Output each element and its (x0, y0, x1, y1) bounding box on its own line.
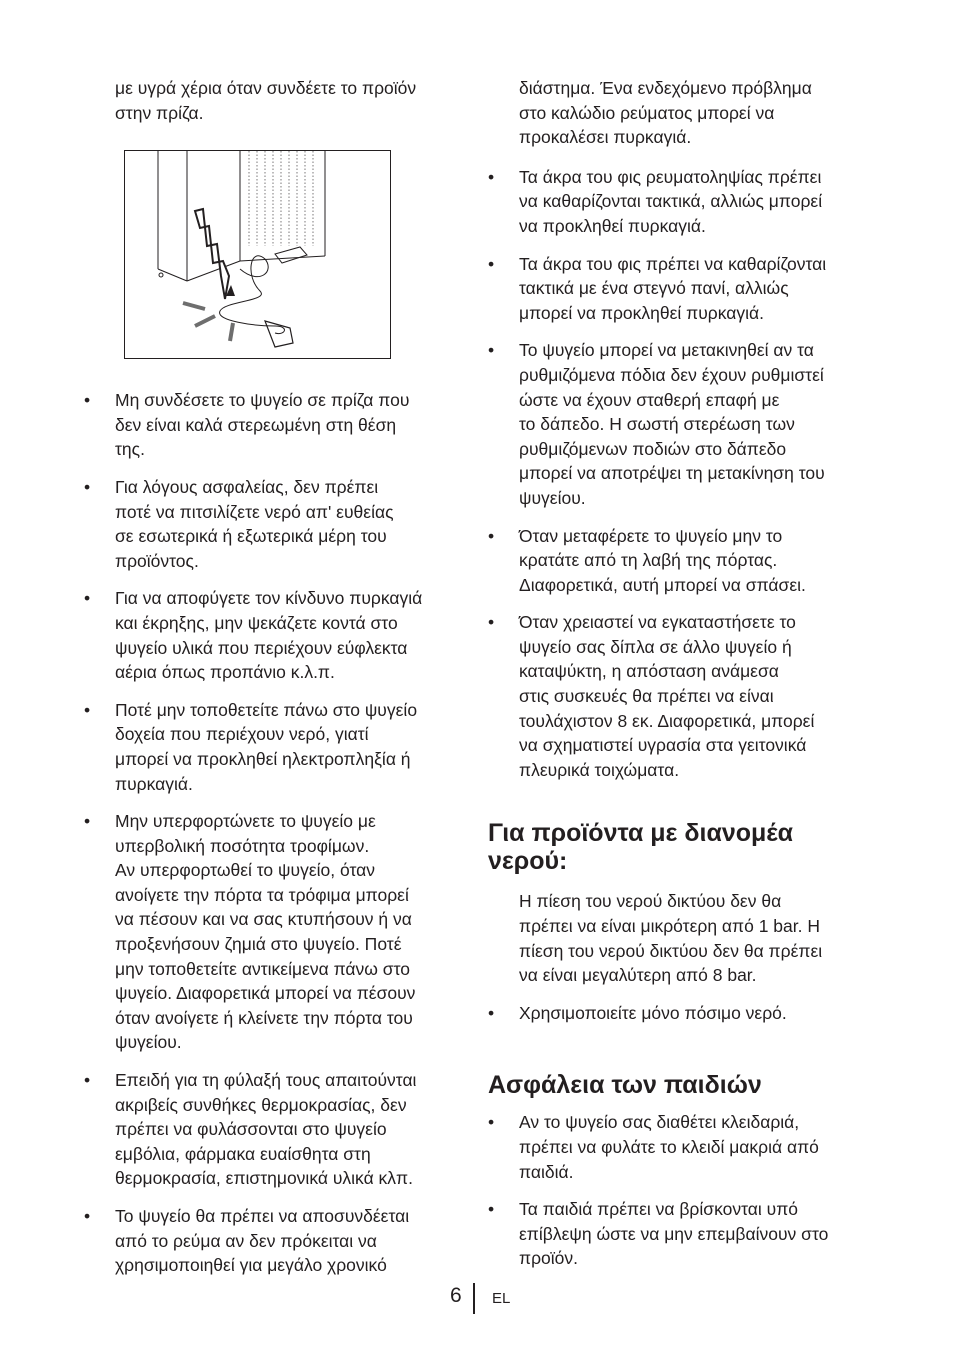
text-line: Αν το ψυγείο σας διαθέτει κλειδαριά, (519, 1112, 800, 1133)
text-line: στο καλώδιο ρεύματος μπορεί να (519, 102, 775, 123)
bullet-marker: • (488, 1002, 495, 1023)
bullet-item (488, 610, 880, 782)
text-line: ρυθμιζόμενων ποδιών στο δάπεδο (519, 438, 787, 459)
text-line: πλευρικά τοιχώματα. (519, 759, 680, 780)
fridge-plug-illustration (125, 151, 390, 358)
water-bullet-list (488, 1001, 880, 1026)
bullet-item (488, 338, 880, 510)
text-line: μπορεί να προκληθεί ηλεκτροπληξία ή (115, 748, 411, 769)
bullet-item (488, 252, 880, 326)
bullet-marker: • (488, 166, 495, 187)
bullet-item (84, 1204, 462, 1278)
child-safety-heading (488, 1071, 880, 1099)
water-dispenser-heading (488, 819, 880, 875)
text-line: πρέπει να είναι μικρότερη από 1 bar. Η (519, 916, 820, 937)
bullet-marker: • (84, 811, 91, 832)
bullet-item (84, 698, 462, 796)
text-line: προξενήσουν ζημιά στο ψυγείο. Ποτέ (115, 934, 402, 955)
text-line: πρέπει να φυλάτε το κλειδί μακριά από (519, 1137, 819, 1157)
text-line: ακριβείς συνθήκες θερμοκρασίας, δεν (115, 1094, 407, 1115)
bullet-item (488, 1001, 880, 1026)
text-line: το δάπεδο. Η σωστή στερέωση των (519, 414, 795, 435)
text-line: σε εσωτερικά ή εξωτερικά μέρη του (115, 526, 387, 547)
text-line: ψυγείου. (519, 487, 586, 508)
right-column (488, 76, 880, 1271)
page-number: 6 (450, 1284, 462, 1307)
left-bullet-list (84, 388, 462, 1278)
text-line: Για λόγους ασφαλείας, δεν πρέπει (115, 476, 379, 497)
text-line: Τα άκρα του φις πρέπει να καθαρίζονται (519, 253, 827, 274)
text-line: Το ψυγείο μπορεί να μετακινηθεί αν τα (519, 340, 814, 361)
text-line: δεν είναι καλά στερεωμένη στη θέση (115, 414, 397, 435)
bullet-item (84, 388, 462, 462)
intro-paragraph (84, 76, 462, 125)
bullet-marker: • (488, 525, 495, 546)
text-line: προκαλέσει πυρκαγιά. (519, 127, 692, 148)
text-line: Η πίεση του νερού δικτύου δεν θα (519, 891, 782, 912)
text-line: ψυγείο σας δίπλα σε άλλο ψυγείο ή (519, 636, 792, 657)
text-line: μην τοποθετείτε αντικείμενα πάνω στο (115, 958, 410, 979)
text-line: Διαφορετικά, αυτή μπορεί να σπάσει. (519, 574, 806, 595)
text-line: Το ψυγείο θα πρέπει να αποσυνδέεται (115, 1206, 410, 1226)
text-line: πρέπει να φυλάσσονται στο ψυγείο (115, 1119, 387, 1140)
text-line: Αν υπερφορτωθεί το ψυγείο, όταν (115, 860, 375, 881)
footer-divider (473, 1283, 475, 1314)
text-line: ανοίγετε την πόρτα τα τρόφιμα μπορεί (115, 884, 409, 905)
text-line: μπορεί να προκληθεί πυρκαγιά. (519, 302, 765, 323)
text-line: ψυγείου. (115, 1032, 182, 1053)
text-line: προϊόν. (519, 1248, 578, 1269)
bullet-marker: • (84, 390, 91, 411)
text-line: πίεση του νερού δικτύου δεν θα πρέπει (519, 940, 823, 961)
text-line: να προκληθεί πυρκαγιά. (519, 215, 706, 236)
bullet-item (84, 1068, 462, 1191)
text-line: στην πρίζα. (115, 102, 204, 123)
bullet-item (488, 1110, 880, 1184)
text-line: ποτέ να πιτσιλίζετε νερό απ' ευθείας (115, 501, 394, 522)
text-line: επίβλεψη ώστε να μην επεμβαίνουν στο (519, 1223, 829, 1244)
text-line: όταν ανοίγετε ή κλείνετε την πόρτα του (115, 1007, 413, 1028)
text-line: ψυγείο. Διαφορετικά μπορεί να πέσουν (115, 983, 416, 1004)
text-line: νερού: (488, 847, 568, 876)
bullet-marker: • (84, 476, 91, 497)
bullet-item (488, 1197, 880, 1271)
bullet-marker: • (84, 1206, 91, 1226)
child-safety-bullet-list (488, 1110, 880, 1271)
language-code: EL (492, 1290, 511, 1307)
text-line: κρατάτε από τη λαβή της πόρτας. (519, 550, 778, 571)
text-line: Όταν χρειαστεί να εγκαταστήσετε το (519, 612, 796, 633)
text-line: Όταν μεταφέρετε το ψυγείο μην το (519, 525, 783, 546)
text-line: εμβόλια, φάρμακα ευαίσθητα στη (115, 1143, 371, 1164)
figure-fridge-plug-illustration (124, 150, 391, 359)
text-line: της. (115, 439, 145, 460)
text-line: από το ρεύμα αν δεν πρόκειται να (115, 1230, 377, 1251)
text-line: προϊόντος. (115, 550, 199, 571)
text-line: Ασφάλεια των παιδιών (488, 1071, 762, 1100)
text-line: μπορεί να αποτρέψει τη μετακίνηση του (519, 463, 825, 484)
bullet-item (84, 809, 462, 1055)
text-line: τουλάχιστον 8 εκ. Διαφορετικά, μπορεί (519, 710, 815, 731)
bullet-marker: • (488, 253, 495, 274)
text-line: δοχεία που περιέχουν νερό, γιατί (115, 724, 369, 745)
text-line: υπερβολική ποσότητα τροφίμων. (115, 835, 370, 856)
left-column (84, 76, 462, 1278)
bullet-item (84, 475, 462, 573)
bullet-marker: • (488, 1199, 495, 1220)
text-line: χρησιμοποιηθεί για μεγάλο χρονικό (115, 1255, 387, 1276)
text-line: θερμοκρασία, επιστημονικά υλικά κλπ. (115, 1168, 413, 1189)
text-line: αέρια όπως προπάνιο κ.λ.π. (115, 662, 335, 683)
bullet-marker: • (488, 340, 495, 361)
text-line: ψυγείο υλικά που περιέχουν εύφλεκτα (115, 637, 408, 658)
bullet-marker: • (84, 588, 91, 609)
bullet-item (488, 524, 880, 598)
text-line: με υγρά χέρια όταν συνδέετε το προϊόν (115, 78, 417, 98)
text-line: Τα άκρα του φις ρευματοληψίας πρέπει (519, 166, 822, 187)
continuation-paragraph (488, 76, 880, 150)
text-line: να πέσουν και να σας κτυπήσουν ή να (115, 909, 412, 930)
text-line: Για να αποφύγετε τον κίνδυνο πυρκαγιά (115, 588, 423, 609)
text-line: Ποτέ μην τοποθετείτε πάνω στο ψυγείο (115, 699, 418, 720)
right-bullet-list (488, 165, 880, 783)
bullet-marker: • (84, 699, 91, 720)
bullet-item (488, 165, 880, 239)
text-line: Μην υπερφορτώνετε το ψυγείο με (115, 811, 376, 832)
text-line: διάστημα. Ένα ενδεχόμενο πρόβλημα (519, 78, 812, 98)
text-line: ώστε να έχουν σταθερή επαφή με (519, 389, 780, 410)
text-line: να είναι μεγαλύτερη από 8 bar. (519, 965, 757, 986)
text-line: ρυθμιζόμενα πόδια δεν έχουν ρυθμιστεί (519, 364, 824, 385)
text-line: Χρησιμοποιείτε μόνο πόσιμο νερό. (519, 1002, 787, 1023)
water-pressure-paragraph (488, 889, 880, 987)
text-line: να σχηματιστεί υγρασία στα γειτονικά (519, 735, 807, 756)
text-line: να καθαρίζονται τακτικά, αλλιώς μπορεί (519, 191, 823, 212)
bullet-marker: • (488, 612, 495, 633)
bullet-marker: • (84, 1070, 91, 1091)
bullet-marker: • (488, 1112, 495, 1133)
text-line: Τα παιδιά πρέπει να βρίσκονται υπό (519, 1199, 799, 1220)
text-line: και έκρηξης, μην ψεκάζετε κοντά στο (115, 612, 398, 633)
text-line: τακτικά με ένα στεγνό πανί, αλλιώς (519, 278, 789, 299)
text-line: Για προϊόντα με διανομέα (488, 819, 793, 848)
text-line: πυρκαγιά. (115, 773, 193, 794)
bullet-item (84, 586, 462, 684)
text-line: στις συσκευές θα πρέπει να είναι (519, 686, 774, 707)
text-line: καταψύκτη, η απόσταση ανάμεσα (519, 661, 779, 682)
text-line: Επειδή για τη φύλαξή τους απαιτούνται (115, 1070, 417, 1091)
text-line: Μη συνδέσετε το ψυγείο σε πρίζα που (115, 390, 410, 411)
text-line: παιδιά. (519, 1161, 574, 1182)
